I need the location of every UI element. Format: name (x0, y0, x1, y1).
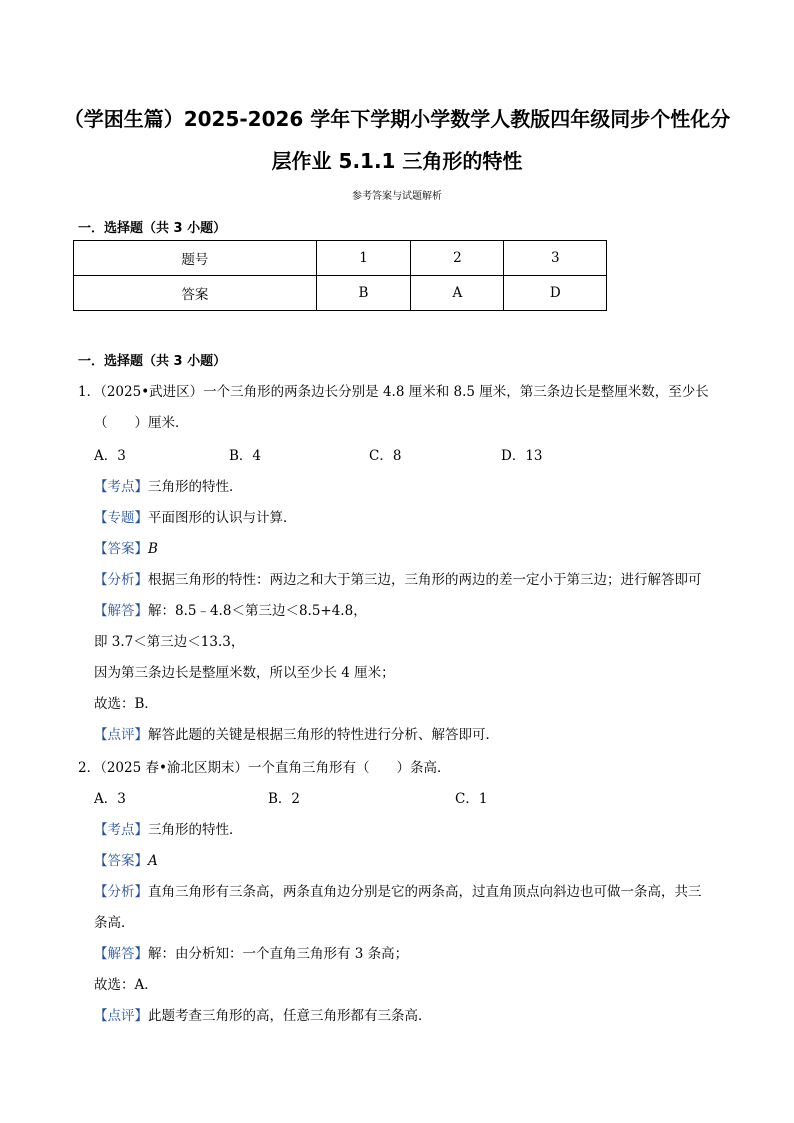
q1-comment-tag: 【点评】 (94, 727, 148, 743)
q2-option-c: C．1 (455, 791, 488, 807)
table-row (74, 276, 607, 311)
table-cell: 3 (504, 241, 607, 276)
q1-comment (94, 723, 499, 743)
answer-table (73, 240, 607, 311)
q2-answer (94, 849, 158, 869)
table-cell: A (411, 276, 504, 311)
q2-kaodian (94, 818, 243, 838)
q1-stem-line-1: 1．（2025•武进区）一个三角形的两条边长分别是 4.8 厘米和 8.5 厘米，第三条边长是整厘米数，至少长 (78, 384, 709, 400)
page-title-line-2: 层作业 5.1.1 三角形的特性 (271, 149, 523, 173)
q1-zhuanti-tag: 【专题】 (94, 510, 148, 526)
q1-answer-text: B (148, 541, 158, 557)
questions-section-heading: 一．选择题（共 3 小题） (78, 354, 227, 369)
q1-analysis-tag: 【分析】 (94, 572, 148, 588)
q2-solution-tag: 【解答】 (94, 946, 148, 962)
page-title-line-1: （学困生篇）2025-2026 学年下学期小学数学人教版四年级同步个性化分 (63, 107, 731, 131)
q2-comment-tag: 【点评】 (94, 1008, 148, 1024)
table-cell: 1 (316, 241, 411, 276)
q2-analysis-line-1: 直角三角形有三条高，两条直角边分别是它的两条高，过直角顶点向斜边也可做一条高，共三 (148, 884, 702, 900)
q1-option-d: D．13 (501, 448, 543, 464)
q1-option-b: B．4 (229, 448, 262, 464)
q2-analysis (94, 880, 702, 900)
q2-comment-text: 此题考查三角形的高，任意三角形都有三条高． (148, 1008, 432, 1024)
q2-analysis-tag: 【分析】 (94, 884, 148, 900)
q1-solution (94, 599, 367, 619)
table-cell: 2 (411, 241, 504, 276)
q2-option-a: A．3 (94, 791, 126, 807)
q2-option-b: B．2 (268, 791, 301, 807)
q1-analysis (94, 568, 702, 588)
page-subtitle: 参考答案与试题解析 (352, 191, 442, 202)
q1-option-c: C．8 (369, 448, 402, 464)
q2-kaodian-tag: 【考点】 (94, 822, 148, 838)
table-cell: D (504, 276, 607, 311)
table-row (74, 241, 607, 276)
q2-answer-text: A (148, 853, 158, 869)
q2-solution-line-1: 解：由分析知：一个直角三角形有 3 条高； (148, 946, 409, 962)
q2-comment (94, 1004, 432, 1024)
q1-kaodian (94, 475, 243, 495)
q2-kaodian-text: 三角形的特性． (148, 822, 243, 838)
q1-zhuanti (94, 506, 297, 526)
table-cell: 题号 (74, 241, 317, 276)
q1-solution-tag: 【解答】 (94, 603, 148, 619)
q1-solution-line-2: 即 3.7＜第三边＜13.3， (94, 634, 245, 650)
q2-stem-line-1: 2．（2025 春•渝北区期末）一个直角三角形有（ ）条高． (78, 760, 451, 776)
q1-comment-text: 解答此题的关键是根据三角形的特性进行分析、解答即可． (148, 727, 499, 743)
answer-section-heading: 一．选择题（共 3 小题） (78, 221, 227, 236)
q1-stem-line-2: （ ）厘米． (94, 415, 189, 431)
q1-answer-tag: 【答案】 (94, 541, 148, 557)
q1-option-a: A．3 (94, 448, 126, 464)
table-cell: B (316, 276, 411, 311)
q2-solution (94, 942, 408, 962)
q1-solution-line-1: 解：8.5﹣4.8＜第三边＜8.5+4.8， (148, 603, 367, 619)
q2-solution-line-2: 故选：A． (94, 977, 158, 993)
q1-kaodian-tag: 【考点】 (94, 479, 148, 495)
table-cell: 答案 (74, 276, 317, 311)
q1-solution-line-4: 故选：B． (94, 696, 158, 712)
q1-zhuanti-text: 平面图形的认识与计算． (148, 510, 297, 526)
q2-answer-tag: 【答案】 (94, 853, 148, 869)
q2-analysis-line-2: 条高． (94, 915, 135, 931)
q1-kaodian-text: 三角形的特性． (148, 479, 243, 495)
q1-analysis-text: 根据三角形的特性：两边之和大于第三边，三角形的两边的差一定小于第三边；进行解答即可 (148, 572, 702, 588)
q1-answer (94, 537, 158, 557)
q1-solution-line-3: 因为第三条边长是整厘米数，所以至少长 4 厘米； (94, 665, 395, 681)
